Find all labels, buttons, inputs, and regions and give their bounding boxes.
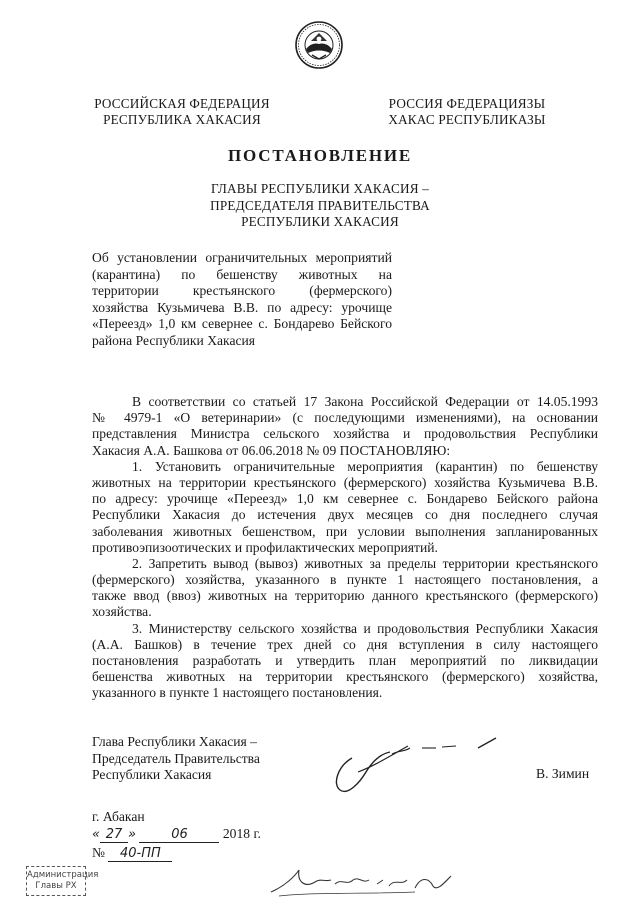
document-subject (92, 250, 392, 350)
stamp-line: Администрация (27, 870, 99, 880)
document-body (92, 394, 598, 702)
header-left-line: РОССИЙСКАЯ ФЕДЕРАЦИЯ (94, 96, 270, 111)
body-line: заболевания животных бешенством, при условии выполнения запланированных (92, 523, 598, 539)
document-title: ПОСТАНОВЛЕНИЕ (227, 146, 413, 165)
subject-line: хозяйства Кузьмичева В.В. по адресу: урочище (92, 299, 392, 315)
body-line: № 4979-1 «О ветеринарии» (с последующими изменениями), на основании (92, 410, 598, 426)
body-line: бешенства животных на территории крестьянского (фермерского) хозяйства, (92, 669, 598, 685)
body-line: постановления разработать и утвердить план мероприятий по ликвидации (92, 653, 598, 668)
body-line: животных на территории крестьянского (фермерского) хозяйства Кузьмичева В.В. (92, 474, 598, 490)
body-line: (фермерского) хозяйства, указанного в пункте 1 настоящего постановления, а (92, 572, 598, 588)
header-left-line: РЕСПУБЛИКА ХАКАСИЯ (103, 111, 261, 127)
body-line: по адресу: урочище «Переезд» 1,0 км севернее с. Бондарево Бейского района (92, 491, 598, 507)
header-left-block (92, 96, 272, 127)
subject-line: «Переезд» 1,0 км севернее с. Бондарево Бейского (92, 316, 392, 332)
subject-line: территории крестьянского (фермерского) (92, 283, 392, 299)
body-line: В соответствии со статьей 17 Закона Российской Федерации от 14.05.1993 (132, 394, 598, 409)
body-line: также ввод (ввоз) животных на территорию данного крестьянского (фермерского) (92, 588, 598, 604)
coat-of-arms-emblem (294, 20, 344, 70)
body-line: 1. Установить ограничительные мероприятия (карантин) по бешенству (132, 458, 598, 474)
header-right-line: РОССИЯ ФЕДЕРАЦИЯЗЫ (388, 96, 546, 111)
number-value: 40-ПП (108, 846, 172, 862)
body-line: (А.А. Башков) в течение трех дней со дня вступления в силу настоящего (92, 636, 598, 652)
signatory-position-line: Республики Хакасия (92, 767, 212, 782)
date-open-quote: « (92, 827, 101, 842)
issue-date (92, 826, 261, 843)
body-line: представления Министра сельского хозяйства и продовольствия Республики (92, 426, 598, 442)
subtitle-line: ГЛАВЫ РЕСПУБЛИКИ ХАКАСИЯ – (211, 181, 429, 196)
date-year: 2018 г. (222, 826, 261, 841)
signatory-name: В. Зимин (536, 766, 590, 781)
signatory-position-line: Председатель Правительства (92, 750, 260, 766)
document-subtitle (0, 181, 640, 231)
subject-line: Об установлении ограничительных мероприятий (92, 250, 392, 265)
stamp-line: Главы РХ (35, 881, 77, 891)
body-line: Республики Хакасия до истечения двух месяцев со дня последнего случая (92, 507, 598, 523)
body-line: указанного в пункте 1 настоящего постановления. (92, 685, 383, 701)
office-stamp (26, 866, 99, 896)
handwritten-initials (265, 862, 465, 900)
date-close-quote: » (128, 827, 137, 842)
body-line: противоэпизоотических и профилактических мероприятий. (92, 539, 438, 555)
body-line: 2. Запретить вывод (вывоз) животных за пределы территории крестьянского (132, 555, 598, 571)
signatory-position-line: Глава Республики Хакасия – (92, 734, 257, 749)
subtitle-line: ПРЕДСЕДАТЕЛЯ ПРАВИТЕЛЬСТВА (210, 197, 430, 213)
date-day: 27 (100, 827, 128, 843)
number-prefix: № (92, 845, 105, 860)
signatory-position (92, 734, 260, 784)
subject-line: (карантина) по бешенству животных на (92, 266, 392, 282)
header-right-block (372, 96, 562, 127)
body-line: хозяйства. (92, 604, 152, 620)
date-month: 06 (139, 827, 219, 843)
handwritten-signature (330, 732, 510, 802)
body-line: 3. Министерству сельского хозяйства и продовольствия Республики Хакасия (132, 620, 598, 636)
subtitle-line: РЕСПУБЛИКИ ХАКАСИЯ (241, 214, 399, 229)
issue-place: г. Абакан (92, 809, 145, 824)
document-number (92, 845, 172, 862)
header-right-line: ХАКАС РЕСПУБЛИКАЗЫ (388, 111, 546, 127)
subject-line: района Республики Хакасия (92, 332, 256, 348)
body-line: Хакасия А.А. Башкова от 06.06.2018 № 09 ПОСТАНОВЛЯЮ: (92, 442, 451, 458)
